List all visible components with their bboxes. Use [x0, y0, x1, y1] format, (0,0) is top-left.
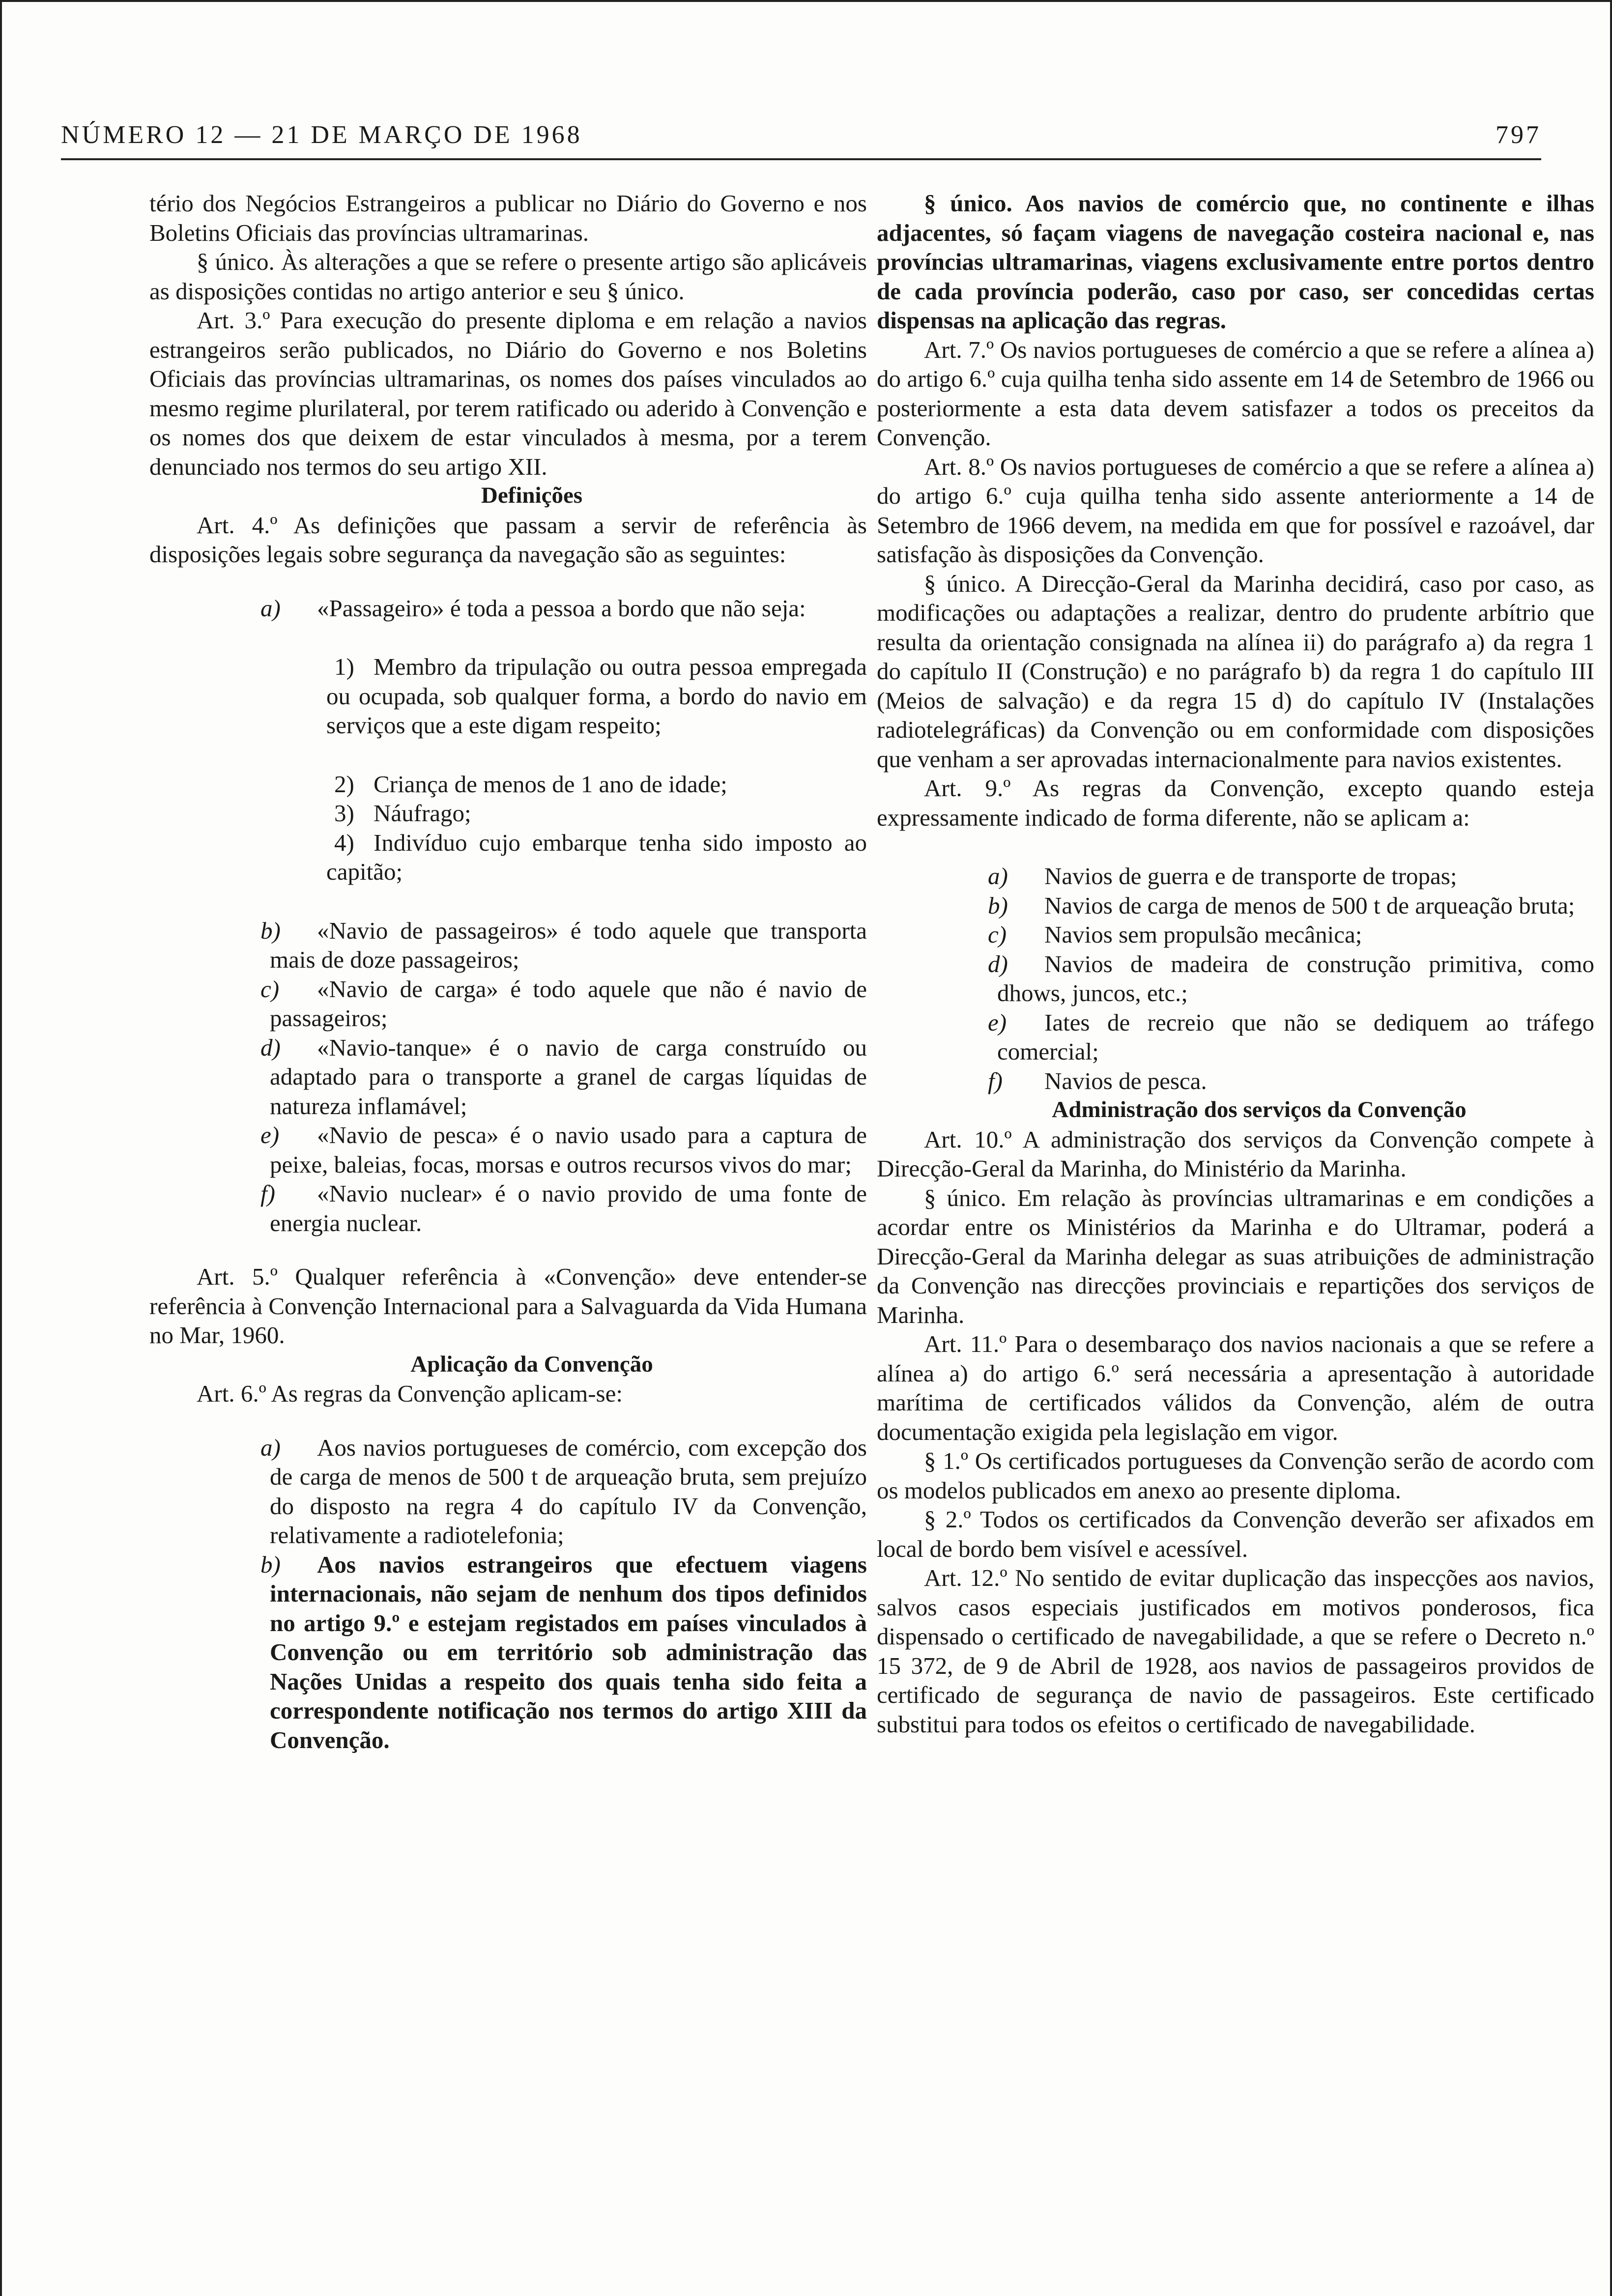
paragraph: § 1.º Os certificados portugueses da Convenção serão de acordo com os modelos publicados em anexo ao presente diploma. — [877, 1447, 1594, 1504]
sub-item-label: 3) — [334, 800, 354, 827]
header-title: NÚMERO 12 — 21 DE MARÇO DE 1968 — [61, 121, 582, 149]
section-heading: Administração dos serviços da Convenção — [1052, 1097, 1467, 1122]
sub-item-text: Criança de menos de 1 ano de idade; — [374, 770, 727, 798]
list-item — [877, 920, 1594, 949]
item-label: a) — [260, 594, 281, 622]
paragraph: tério dos Negócios Estrangeiros a publicar no Diário do Governo e nos Boletins Oficiais das províncias ultramarinas. — [149, 190, 867, 246]
item-label: a) — [988, 862, 1008, 890]
sub-item — [149, 799, 867, 828]
list-item — [877, 1008, 1594, 1066]
sub-item — [149, 770, 867, 799]
list-item — [877, 891, 1594, 920]
sub-item-text: Náufrago; — [374, 800, 471, 827]
sub-item-label: 4) — [334, 829, 354, 856]
list-item — [149, 594, 867, 623]
paragraph: § 2.º Todos os certificados da Convenção deverão ser afixados em local de bordo bem visível e acessível. — [877, 1506, 1594, 1562]
item-text: «Navio de passageiros» é todo aquele que transporta mais de doze passageiros; — [270, 917, 867, 973]
list-item — [149, 1120, 867, 1179]
sub-item — [149, 828, 867, 887]
section-heading: Aplicação da Convenção — [410, 1351, 653, 1377]
item-text: Navios de madeira de construção primitiva, como dhows, juncos, etc.; — [997, 950, 1594, 1006]
paragraph: Art. 7.º Os navios portugueses de comércio a que se refere a alínea a) do artigo 6.º cuja quilha tenha sido assente em 14 de Setembro de 1966 ou posteriormente a esta data devem satisfazer a todos os preceitos da Convenção. — [877, 336, 1594, 451]
paragraph: Art. 3.º Para execução do presente diploma e em relação a navios estrangeiros serão publicados, no Diário do Governo e nos Boletins Oficiais das províncias ultramarinas, os nomes dos países vinculados ao mesmo regime plurilateral, por terem ratificado ou aderido à Convenção e os nomes dos que deixem de estar vinculados à mesma, por a terem denunciado nos termos do seu artigo XII. — [149, 307, 867, 480]
list-item — [877, 1066, 1594, 1096]
item-label: e) — [260, 1121, 280, 1148]
paragraph: Art. 12.º No sentido de evitar duplicação das inspecções aos navios, salvos casos especiais justificados em motivos ponderosos, fica dispensado o certificado de navegabilidade, a que se refere o Decreto n.º 15 372, de 9 de Abril de 1928, aos navios de passageiros providos de certificado de segurança de navio de passageiros. Este certificado substitui para todos os efeitos o certificado de navegabilidade. — [877, 1564, 1594, 1738]
item-label: b) — [260, 917, 281, 944]
item-text: Aos navios portugueses de comércio, com excepção dos de carga de menos de 500 t de arqueação bruta, sem prejuízo do disposto na regra 4 do capítulo IV da Convenção, relativamente a radiotelefonia; — [270, 1434, 867, 1549]
item-text: Navios sem propulsão mecânica; — [1044, 921, 1362, 948]
list-item — [149, 1550, 867, 1755]
item-label: f) — [260, 1180, 275, 1207]
item-label: d) — [260, 1033, 281, 1061]
item-text: «Navio nuclear» é o navio provido de uma fonte de energia nuclear. — [270, 1180, 867, 1236]
list-item — [877, 949, 1594, 1008]
item-label: e) — [988, 1008, 1007, 1036]
sub-item — [149, 652, 867, 740]
paragraph: Art. 8.º Os navios portugueses de comércio a que se refere a alínea a) do artigo 6.º cuja quilha tenha sido assente anteriormente a 14 de Setembro de 1966 devem, na medida em que for possível e razoável, dar satisfação às disposições da Convenção. — [877, 453, 1594, 568]
item-text: «Navio de pesca» é o navio usado para a captura de peixe, baleias, focas, morsas e outros recursos vivos do mar; — [270, 1121, 867, 1178]
list-item — [149, 1033, 867, 1121]
sub-item-text: Membro da tripulação ou outra pessoa empregada ou ocupada, sob qualquer forma, a bordo do navio em serviços que a este digam respeito; — [326, 653, 867, 739]
list-item — [149, 1433, 867, 1550]
page-number: 797 — [1496, 121, 1541, 149]
paragraph: § único. A Direcção-Geral da Marinha decidirá, caso por caso, as modificações ou adaptações a realizar, dentro do prudente arbítrio que resulta da orientação consignada na alínea ii) do parágrafo a) da regra 1 do capítulo II (Construção) e no parágrafo b) da regra 1 do capítulo III (Meios de salvação) e da regra 15 d) do capítulo IV (Instalações radiotelegráficas) da Convenção ou em conformidade com disposições que venham a ser aprovadas internacionalmente para navios existentes. — [877, 570, 1594, 773]
paragraph: § único. Em relação às províncias ultramarinas e em condições a acordar entre os Ministérios da Marinha e do Ultramar, poderá a Direcção-Geral da Marinha delegar as suas atribuições de administração da Convenção nas direcções provinciais e repartições dos serviços de Marinha. — [877, 1184, 1594, 1328]
paragraph: Art. 9.º As regras da Convenção, excepto quando esteja expressamente indicado de forma diferente, não se aplicam a: — [877, 775, 1594, 831]
item-label: c) — [260, 975, 280, 1003]
section-heading: Definições — [481, 483, 583, 508]
sub-item-label: 1) — [334, 653, 354, 680]
item-text: Iates de recreio que não se dediquem ao tráfego comercial; — [997, 1008, 1594, 1065]
paragraph: § único. Aos navios de comércio que, no continente e ilhas adjacentes, só façam viagens de navegação costeira nacional e, nas províncias ultramarinas, viagens exclusivamente entre portos dentro de cada província poderão, caso por caso, ser concedidas certas dispensas na aplicação das regras. — [877, 190, 1594, 334]
sub-item-label: 2) — [334, 770, 354, 798]
paragraph: Art. 11.º Para o desembaraço dos navios nacionais a que se refere a alínea a) do artigo 6.º será necessária a apresentação à autoridade marítima de certificados válidos da Convenção, além de outra documentação exigida pela legislação em vigor. — [877, 1330, 1594, 1445]
paragraph: § único. Às alterações a que se refere o presente artigo são aplicáveis as disposições contidas no artigo anterior e seu § único. — [149, 248, 867, 305]
item-text: «Passageiro» é toda a pessoa a bordo que não seja: — [317, 594, 806, 622]
item-label: f) — [988, 1067, 1003, 1094]
item-text: «Navio-tanque» é o navio de carga construído ou adaptado para o transporte a granel de cargas líquidas de natureza inflamável; — [270, 1033, 867, 1119]
list-item — [149, 1179, 867, 1237]
page-header — [61, 110, 1541, 149]
paragraph: Art. 5.º Qualquer referência à «Convenção» deve entender-se referência à Convenção Internacional para a Salvaguarda da Vida Humana no Mar, 1960. — [149, 1263, 867, 1349]
sub-item-text: Indivíduo cujo embarque tenha sido imposto ao capitão; — [326, 829, 867, 885]
list-item — [149, 916, 867, 975]
header-rule — [61, 158, 1541, 160]
paragraph: Art. 10.º A administração dos serviços da Convenção compete à Direcção-Geral da Marinha, do Ministério da Marinha. — [877, 1125, 1594, 1182]
item-label: d) — [988, 950, 1008, 977]
item-label: b) — [988, 891, 1008, 919]
item-text: Navios de guerra e de transporte de tropas; — [1044, 862, 1457, 890]
item-text: «Navio de carga» é todo aquele que não é navio de passageiros; — [270, 975, 867, 1032]
item-text: Navios de carga de menos de 500 t de arqueação bruta; — [1044, 891, 1575, 919]
item-text: Navios de pesca. — [1044, 1067, 1207, 1094]
right-column — [877, 189, 1594, 1739]
list-item — [149, 975, 867, 1033]
paragraph: Art. 6.º As regras da Convenção aplicam-se: — [197, 1380, 623, 1407]
item-label: a) — [260, 1434, 281, 1461]
list-item — [877, 861, 1594, 891]
left-column — [149, 189, 867, 1754]
item-text: Aos navios estrangeiros que efectuem viagens internacionais, não sejam de nenhum dos tipos definidos no artigo 9.º e estejam registados em países vinculados à Convenção ou em território sob administração das Nações Unidas a respeito dos quais tenha sido feita a correspondente notificação nos termos do artigo XIII da Convenção. — [270, 1550, 867, 1753]
paragraph: Art. 4.º As definições que passam a servir de referência às disposições legais sobre segurança da navegação são as seguintes: — [149, 511, 867, 568]
item-label: b) — [260, 1550, 281, 1578]
item-label: c) — [988, 921, 1007, 948]
